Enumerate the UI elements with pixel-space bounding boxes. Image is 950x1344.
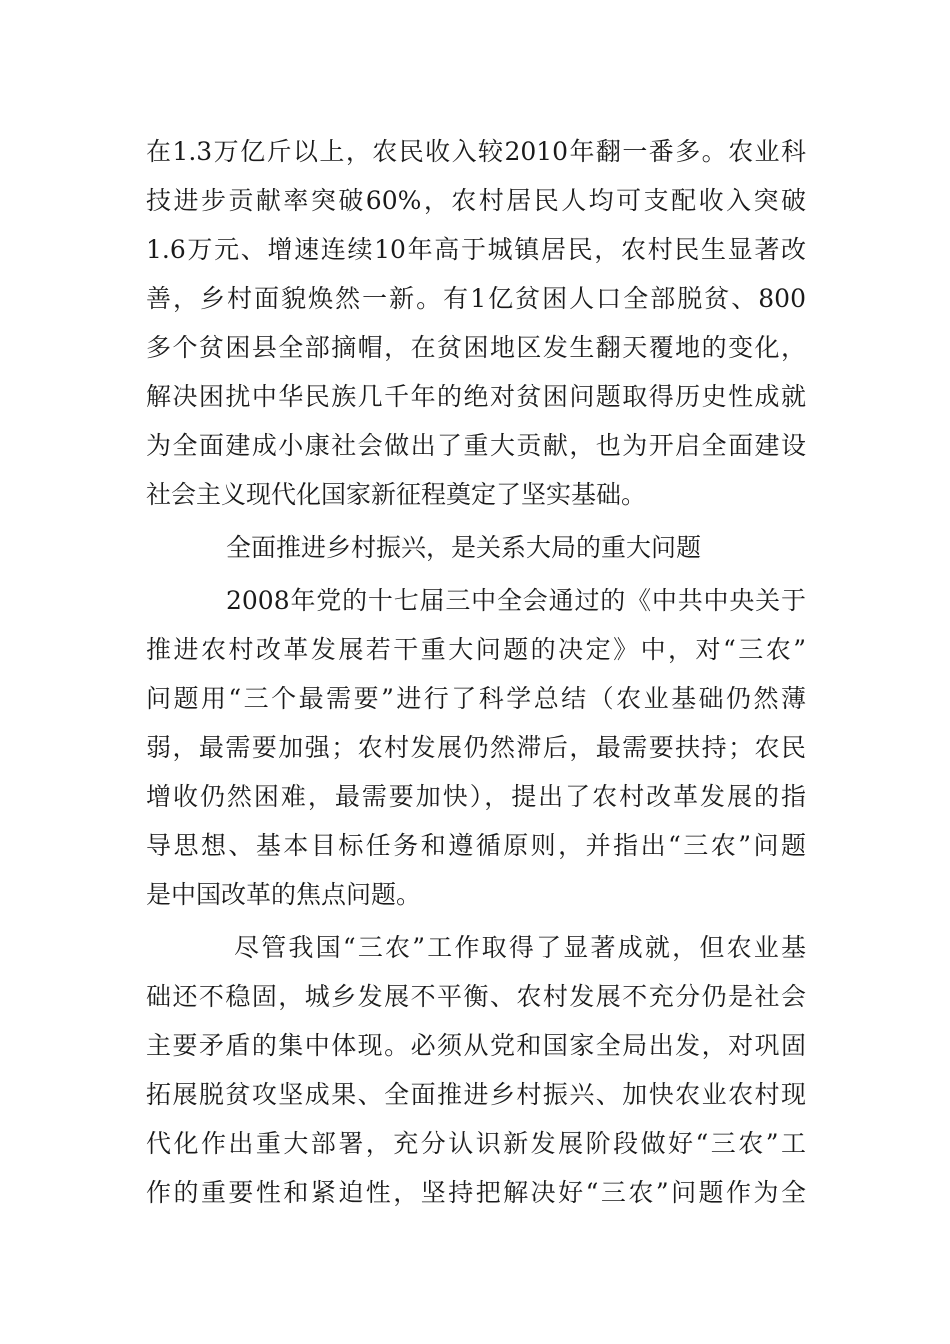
paragraph-line: 在1.3万亿斤以上，农民收入较2010年翻一番多。农业科 xyxy=(146,137,806,166)
paragraph-line: 弱，最需要加强；农村发展仍然滞后，最需要扶持；农民 xyxy=(146,733,806,762)
paragraph-line: 为全面建成小康社会做出了重大贡献，也为开启全面建设 xyxy=(146,431,806,460)
paragraph-line: 主要矛盾的集中体现。必须从党和国家全局出发，对巩固 xyxy=(146,1031,806,1060)
paragraph-line: 作的重要性和紧迫性，坚持把解决好“三农”问题作为全 xyxy=(146,1178,806,1207)
paragraph-line: 是中国改革的焦点问题。 xyxy=(146,880,422,909)
paragraph-line: 代化作出重大部署，充分认识新发展阶段做好“三农”工 xyxy=(146,1129,806,1158)
paragraph-line: 增收仍然困难，最需要加快），提出了农村改革发展的指 xyxy=(146,782,806,811)
paragraph-line: 善，乡村面貌焕然一新。有1亿贫困人口全部脱贫、800 xyxy=(146,284,806,313)
paragraph-line: 多个贫困县全部摘帽，在贫困地区发生翻天覆地的变化， xyxy=(146,333,806,362)
paragraph-line: 1.6万元、增速连续10年高于城镇居民，农村民生显著改 xyxy=(146,235,806,264)
paragraph-line: 社会主义现代化国家新征程奠定了坚实基础。 xyxy=(146,480,647,509)
paragraph-line: 尽管我国“三农”工作取得了显著成就，但农业基 xyxy=(234,933,806,962)
paragraph-line: 技进步贡献率突破60%，农村居民人均可支配收入突破 xyxy=(146,186,806,215)
paragraph-line: 问题用“三个最需要”进行了科学总结（农业基础仍然薄 xyxy=(146,684,806,713)
paragraph-line: 础还不稳固，城乡发展不平衡、农村发展不充分仍是社会 xyxy=(146,982,806,1011)
paragraph-line: 解决困扰中华民族几千年的绝对贫困问题取得历史性成就 xyxy=(146,382,806,411)
paragraph-line: 拓展脱贫攻坚成果、全面推进乡村振兴、加快农业农村现 xyxy=(146,1080,806,1109)
section-heading: 全面推进乡村振兴，是关系大局的重大问题 xyxy=(226,533,702,562)
paragraph-line: 导思想、基本目标任务和遵循原则，并指出“三农”问题 xyxy=(146,831,806,860)
paragraph-line: 推进农村改革发展若干重大问题的决定》中，对“三农” xyxy=(146,635,806,664)
paragraph-line: 2008年党的十七届三中全会通过的《中共中央关于 xyxy=(226,586,806,615)
